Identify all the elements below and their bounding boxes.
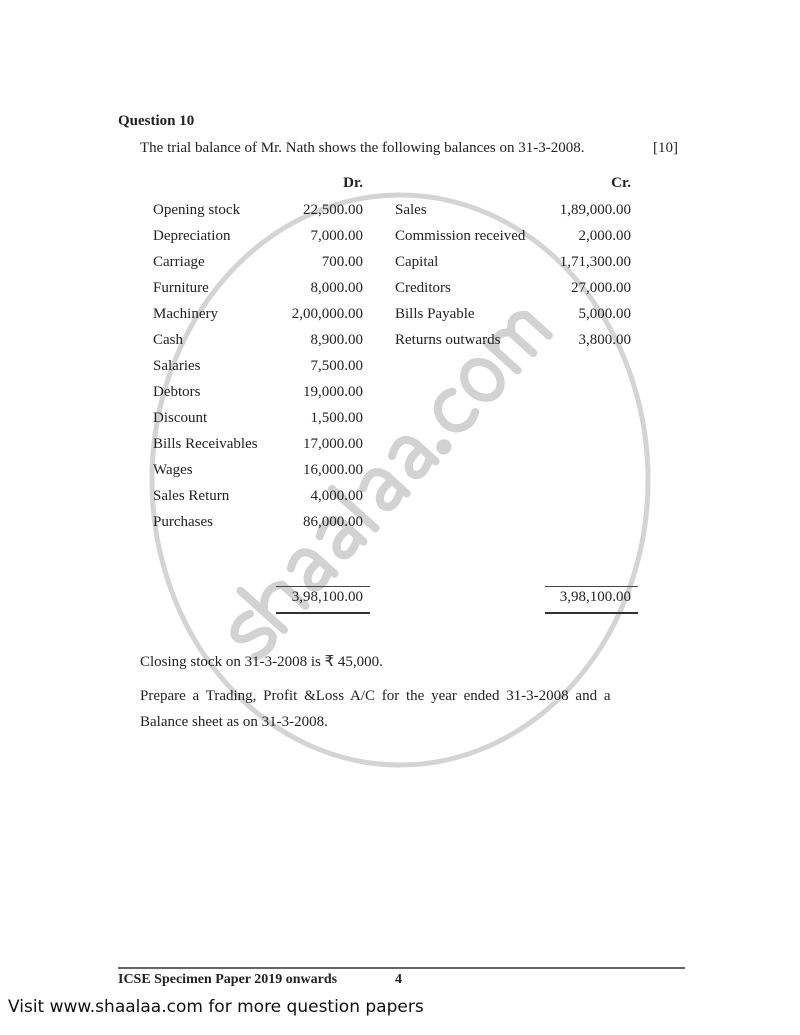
credit-amount: 1,71,300.00 [559,254,631,270]
table-row [0,254,800,274]
question-intro: The trial balance of Mr. Nath shows the following balances on 31-3-2008. [140,140,585,156]
debit-account-label: Opening stock [153,202,241,218]
question-title: Question 10 [118,113,195,129]
credit-amount: 5,000.00 [578,306,631,322]
table-row [0,202,800,222]
instruction-line-2: Balance sheet as on 31-3-2008. [140,714,328,730]
debit-account-label: Cash [153,332,183,348]
debit-header: Dr. [343,175,363,191]
footer-rule [118,967,685,969]
dr-total-top-rule [276,586,370,587]
table-row [0,280,800,300]
table-row [0,228,800,248]
table-row [0,306,800,326]
table-row [0,332,800,352]
question-marks: [10] [653,140,678,156]
table-row [0,514,800,534]
table-row [0,384,800,404]
credit-header: Cr. [611,175,631,191]
debit-amount: 86,000.00 [303,514,363,530]
debit-account-label: Carriage [153,254,205,270]
debit-account-label: Salaries [153,358,201,374]
debit-amount: 7,500.00 [310,358,363,374]
debit-account-label: Debtors [153,384,201,400]
debit-amount: 17,000.00 [303,436,363,452]
credit-total: 3,98,100.00 [559,589,631,605]
credit-account-label: Bills Payable [395,306,475,322]
table-row [0,358,800,378]
debit-amount: 8,000.00 [310,280,363,296]
credit-amount: 2,000.00 [578,228,631,244]
footer-title: ICSE Specimen Paper 2019 onwards [118,972,338,987]
credit-amount: 27,000.00 [571,280,631,296]
credit-amount: 3,800.00 [578,332,631,348]
visit-link[interactable]: Visit www.shaalaa.com for more question papers [8,997,424,1017]
credit-account-label: Returns outwards [395,332,501,348]
table-row [0,436,800,456]
instruction-line-1: Prepare a Trading, Profit &Loss A/C for the year ended 31-3-2008 and a [140,688,611,704]
debit-account-label: Sales Return [153,488,230,504]
credit-account-label: Sales [395,202,427,218]
cr-total-top-rule [545,586,638,587]
debit-amount: 4,000.00 [310,488,363,504]
credit-account-label: Creditors [395,280,451,296]
debit-amount: 22,500.00 [303,202,363,218]
cr-total-bottom-rule [545,612,638,614]
table-row [0,462,800,482]
closing-stock-note: Closing stock on 31-3-2008 is ₹ 45,000. [140,654,383,670]
debit-account-label: Purchases [153,514,213,530]
table-row [0,410,800,430]
footer-page-number: 4 [395,972,402,987]
debit-amount: 7,000.00 [310,228,363,244]
credit-account-label: Commission received [395,228,526,244]
credit-account-label: Capital [395,254,439,270]
table-row [0,488,800,508]
debit-account-label: Furniture [153,280,209,296]
debit-total: 3,98,100.00 [291,589,363,605]
credit-amount: 1,89,000.00 [559,202,631,218]
debit-amount: 1,500.00 [310,410,363,426]
debit-amount: 8,900.00 [310,332,363,348]
debit-account-label: Machinery [153,306,218,322]
debit-amount: 700.00 [321,254,363,270]
debit-account-label: Discount [153,410,208,426]
debit-amount: 19,000.00 [303,384,363,400]
debit-account-label: Depreciation [153,228,231,244]
debit-amount: 2,00,000.00 [291,306,363,322]
dr-total-bottom-rule [276,612,370,614]
debit-account-label: Wages [153,462,193,478]
debit-account-label: Bills Receivables [153,436,258,452]
debit-amount: 16,000.00 [303,462,363,478]
